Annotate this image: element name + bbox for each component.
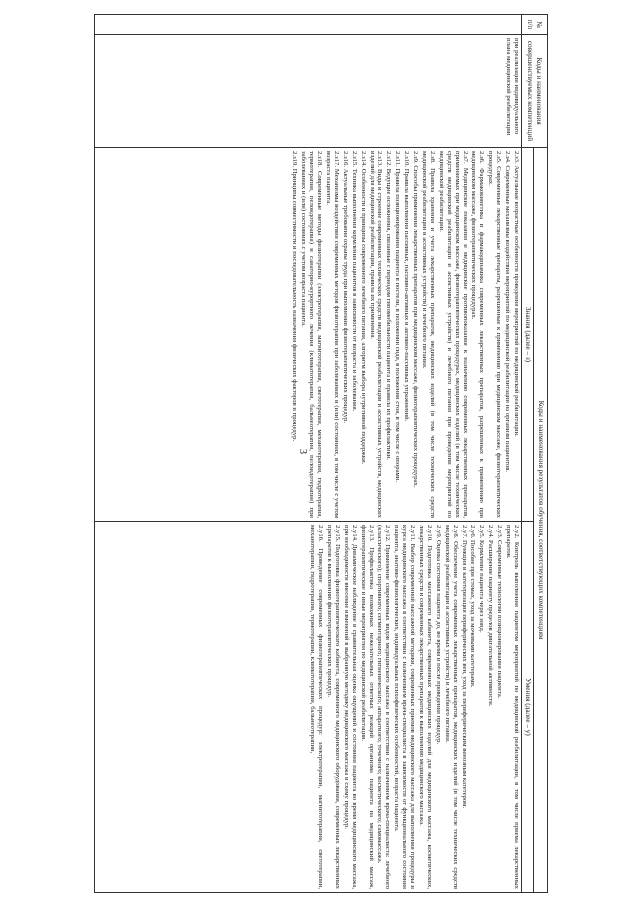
- page-number: 3: [297, 449, 308, 454]
- knowledge-item: 2.з9. Способы применения лекарственных препаратов при медицинском массаже, физиотерапевтических процедурах.: [412, 151, 420, 488]
- knowledge-item: 2.з8. Правила хранения и учета лекарственных препаратов, медицинских изделий (в том числе технических средств медицинской реабилитации и ассистивных устройств) и лечебного питания.: [421, 151, 436, 518]
- header-knowledge: Знания (далее – з): [522, 148, 534, 522]
- header-skills: Умения (далее – у): [522, 522, 534, 893]
- skill-item: 2.у7. Пункция и катетеризация периферических вен, уход за периферическим венозным катетером.: [460, 525, 468, 809]
- knowledge-item: 2.з16. Актуальные требования охраны труда при выполнении физиотерапевтических процедур.: [341, 151, 349, 423]
- header-competencies: Коды и наименования совершенствуемых компетенций: [522, 35, 548, 148]
- skills-cell: [95, 522, 522, 893]
- knowledge-item: 2.з17. Механизмы воздействия современных методов физиотерапии при заболеваниях и (или) состояниях, в том числе с учетом возраста пациента.: [325, 151, 340, 518]
- row-number-cell: [95, 15, 522, 35]
- skill-item: 2.у12. Применение современных видов медицинского массажа в соответствии с назначением врача-специалиста: лечебного (классического); спортивного; сегментарного; гигиенического; аппаратного; точечного; косметического; самомассажа.: [376, 525, 392, 890]
- skill-item: 2.у8. Обеспечение учета современных лекарственных препаратов, медицинских изделий (в том числе технических средств медицинской реабилитации и ассистивных устройств) и лечебного питания.: [443, 525, 459, 890]
- competency-cell: при реализации индивидуального плана медицинской реабилитации: [95, 35, 522, 148]
- skill-item: 2.у3. Современные технологии позиционирования пациента.: [496, 525, 504, 699]
- skill-item: 2.у16. Проведение современных физиотерапевтических процедур: электротерапии, магнитотерапии, светотерапии, механотерапии, гидротерапии, термотерапии, климатотерапии, бальнеотерапии,: [309, 525, 325, 890]
- knowledge-item: 2.з18. Современные методы физиотерапии (электротерапия, магнитотерапия, светотерапия, механотерапия, гидротерапия, термотерапия, пелоидотерапия) и санаторно-курортного лечения (климатотерапия, бальнеотерапия, пелоидотерапия) при заболеваниях и (или) состояниях с учетом возраста пациента.: [300, 151, 324, 518]
- skill-item: 2.у14. Динамическое наблюдение и сравнительная оценка ощущений и состояния пациента во время медицинского массажа, при необходимости внесение изменений в выбранную методику медицинского массажа и схему процедур.: [342, 525, 358, 890]
- skill-item: 2.у5. Кормление пациента через зонд.: [478, 525, 486, 633]
- skill-item: 2.у13. Профилактика возможных нежелательных ответных реакций организма пациента на медицинский массаж, физиотерапевтические и иные мероприятия по медицинской реабилитации.: [359, 525, 375, 890]
- competency-table: [94, 14, 548, 893]
- knowledge-item: 2.з11. Правила позиционирования пациента в постели, в положении сидя, в положении стоя, в том числе с опорами.: [394, 151, 402, 483]
- knowledge-item: 2.з5. Современные лекарственные препараты, разрешенные к применению при медицинском массаже, физиотерапевтических процедурах.: [487, 151, 503, 518]
- skill-item: 2.у2. Контроль выполнения пациентом мероприятий по медицинской реабилитации, в том числе приема лекарственных препаратов.: [505, 525, 520, 890]
- knowledge-item: 2.з3. Актуальные возрастные особенности проведения мероприятий по медицинской реабилитации.: [513, 151, 520, 437]
- knowledge-item: 2.з6. Фармакокинетика и фармакодинамика современных лекарственных препаратов, разрешенных к применению при медицинском массаже, физиотерапевтических процедурах.: [470, 151, 486, 518]
- knowledge-item: 2.з4. Современные механизмы воздействия мероприятий по медицинской реабилитации на организм пациентов.: [504, 151, 512, 473]
- knowledge-item: 2.з14. Особенности и принципы современного лечебного питания, алгоритм выбора нутритивной поддержки.: [359, 151, 367, 465]
- knowledge-item: 2.з7. Медицинские показания и медицинские противопоказания к назначению современных лекарственных препаратов, применяемых при медицинском массаже, физиотерапевтических процедурах, медицинских изделий (в том числе технических средств медицинской реабилитации и ассистивных устройств) и лечебного питания при проведении мероприятий по медицинской реабилитации.: [437, 151, 469, 518]
- skill-item: 2.у10. Подготовка массажного кабинета, современных медицинских изделий для медицинского массажа, косметических, лекарственных средств и современных лекарственных препаратов к выполнению медицинского массажа.: [418, 525, 433, 890]
- knowledge-item: 2.з10. Правила выполнения пассивных, пассивно-активных и активно-пассивных упражнений.: [403, 151, 411, 422]
- skill-item: 2.у15. Подготовка физиотерапевтического кабинета, современного медицинского оборудования, современных лекарственных препаратов к выполнению физиотерапевтических процедур.: [326, 525, 341, 890]
- skill-item: 2.у6. Пособие при стомах, уход за мочевыми катетерами.: [469, 525, 477, 688]
- knowledge-item: 2.з12. Ведущие осложнения, связанные с периодом гипомобильности пациента и правила их профилактики.: [385, 151, 393, 460]
- header-learning-results: Коды и наименования результатов обучения, соответствующих компетенциям: [534, 148, 548, 893]
- skill-item: 2.у9. Оценка состояния пациента до, во время и после проведения процедур.: [434, 525, 442, 745]
- header-number: № п/п: [522, 15, 548, 35]
- knowledge-item: 2.з13. Виды и строение современных технических средств медицинской реабилитации и ассистивных устройств, медицинских изделий для медицинской реабилитации, правила их применения.: [368, 151, 384, 518]
- skill-item: 2.у11. Выбор современной массажной методики, современных приемов медицинского массажа для выполнения процедуры и курса медицинского массажа в соответствии с назначением врача-специалиста в зависимости от функционального состояния пациента, анатомо-физиологических, индивидуальных психофизических особенностей, возраста пациента.: [393, 525, 417, 890]
- knowledge-item: 2.з15. Техника выполнения кормления пациентов в зависимости от возраста и заболевания.: [350, 151, 358, 412]
- rotated-table-frame: [94, 14, 548, 892]
- knowledge-cell: [95, 148, 522, 522]
- skill-item: 2.у4. Расширение пациенту пределов двигательной активности.: [487, 525, 495, 707]
- knowledge-item: 2.з19. Принципы совместимости и последовательность назначения физических факторов и процедур.: [291, 151, 299, 442]
